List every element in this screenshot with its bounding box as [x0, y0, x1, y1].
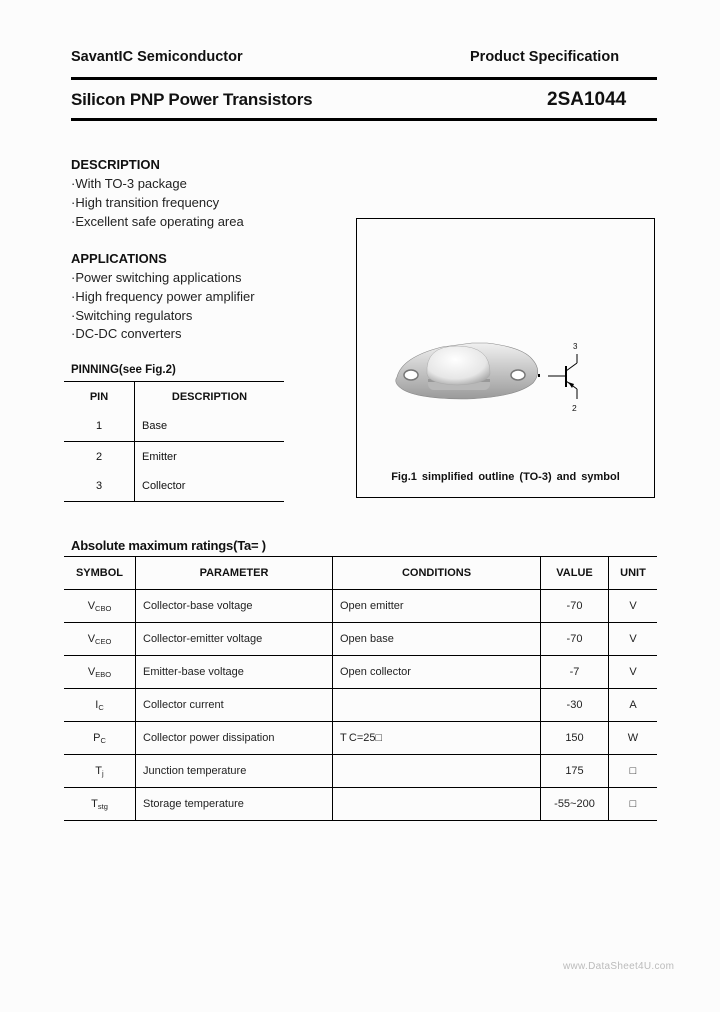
pin-description: Emitter [135, 442, 285, 472]
value-cell: 150 [541, 722, 609, 755]
emitter-pin-label: 2 [572, 403, 577, 413]
header-value: VALUE [541, 557, 609, 590]
description-item: ·High transition frequency [71, 194, 220, 210]
pin-header: PIN [64, 382, 135, 412]
symbol-cell: $V_{CEO}$ [64, 623, 136, 656]
parameter-cell: Junction temperature [136, 755, 333, 788]
table-row [64, 590, 657, 623]
table-row [64, 623, 657, 656]
table-row [64, 442, 284, 472]
conditions-cell [333, 689, 541, 722]
pinning-table [64, 381, 284, 502]
description-heading: DESCRIPTION [71, 157, 160, 172]
figure-box [356, 218, 655, 498]
parameter-cell: Storage temperature [136, 788, 333, 821]
header-conditions: CONDITIONS [333, 557, 541, 590]
application-item: ·Power switching applications [71, 270, 242, 285]
conditions-cell: Open emitter [333, 590, 541, 623]
header-symbol: SYMBOL [64, 557, 136, 590]
symbol-cell: $T_j$ [64, 755, 136, 788]
unit-cell: A [609, 689, 658, 722]
applications-heading: APPLICATIONS [71, 251, 167, 266]
unit-cell: V [609, 623, 658, 656]
document-type: Product Specification [470, 49, 620, 65]
pnp-transistor-symbol [357, 219, 654, 497]
symbol-cell: $V_{CBO}$ [64, 590, 136, 623]
pin-description: Base [142, 420, 168, 433]
company-name: SavantIC Semiconductor [71, 49, 243, 65]
unit-cell: W [609, 722, 658, 755]
unit-cell: V [609, 590, 658, 623]
value-cell: -30 [541, 689, 609, 722]
parameter-cell: Collector power dissipation [136, 722, 333, 755]
pinning-title: PINNING(see Fig.2) [71, 364, 176, 376]
symbol-cell: $P_C$ [64, 722, 136, 755]
watermark: www.DataSheet4U.com [563, 961, 675, 972]
conditions-cell [333, 788, 541, 821]
table-row [64, 722, 657, 755]
symbol-cell: $T_{stg}$ [64, 788, 136, 821]
value-cell: -70 [541, 590, 609, 623]
symbol-cell: $I_C$ [64, 689, 136, 722]
header-parameter: PARAMETER [136, 557, 333, 590]
application-item: ·DC-DC converters [71, 326, 182, 342]
ratings-title: Absolute maximum ratings(Ta= ) [71, 538, 266, 553]
absolute-max-ratings-table [64, 556, 657, 821]
application-item: ·Switching regulators [71, 307, 193, 323]
value-cell: -70 [541, 623, 609, 656]
table-row [64, 656, 657, 689]
collector-pin-label: 3 [573, 342, 578, 351]
application-item: ·High frequency power amplifier [71, 288, 255, 304]
unit-cell: □ [609, 788, 658, 821]
unit-cell: V [609, 656, 658, 689]
pin-description-header: DESCRIPTION [135, 382, 285, 412]
table-row [64, 472, 284, 502]
document-title: Silicon PNP Power Transistors [71, 90, 313, 109]
value-cell: -7 [541, 656, 609, 689]
conditions-cell: T C=25□ [333, 722, 541, 755]
pin-number: 1 [64, 412, 135, 442]
symbol-cell: $V_{EBO}$ [64, 656, 136, 689]
value-cell: 175 [541, 755, 609, 788]
parameter-cell: Collector-base voltage [136, 590, 333, 623]
table-row [64, 689, 657, 722]
table-row [64, 788, 657, 821]
part-number: 2SA1044 [547, 89, 627, 110]
pin-number: 2 [64, 442, 135, 472]
unit-cell: □ [609, 755, 658, 788]
parameter-cell: Collector-emitter voltage [136, 623, 333, 656]
applications-list [71, 269, 255, 344]
header-rule-top [71, 77, 657, 80]
pin-number: 3 [64, 472, 135, 502]
figure-caption: Fig.1 simplified outline (TO-3) and symbol [391, 471, 620, 483]
header-unit: UNIT [609, 557, 658, 590]
conditions-cell: Open collector [333, 656, 541, 689]
table-row [64, 412, 284, 442]
parameter-cell: Collector current [136, 689, 333, 722]
description-list [71, 175, 244, 231]
description-item: ·With TO-3 package [71, 176, 187, 191]
conditions-cell [333, 755, 541, 788]
header-rule-bottom [71, 118, 657, 121]
description-item: ·Excellent safe operating area [71, 213, 244, 229]
table-row [64, 755, 657, 788]
conditions-cell: Open base [333, 623, 541, 656]
value-cell: -55~200 [541, 788, 609, 821]
pin-description: Collector [135, 472, 285, 502]
parameter-cell: Emitter-base voltage [136, 656, 333, 689]
